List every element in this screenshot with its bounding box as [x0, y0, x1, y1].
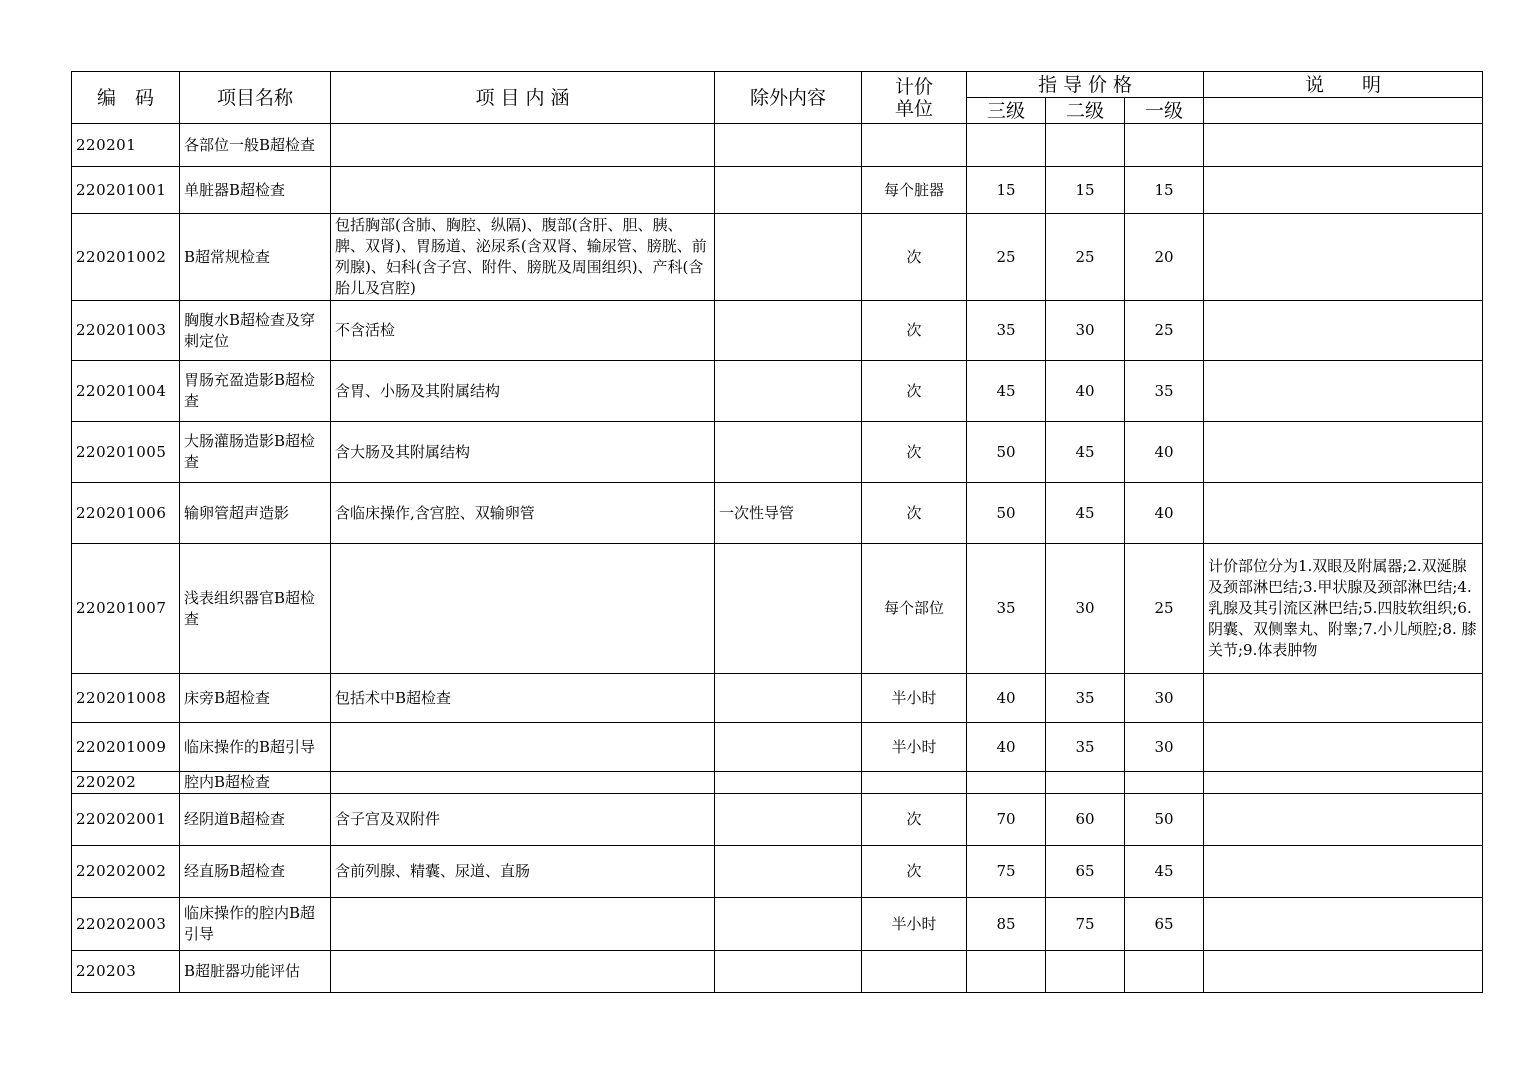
cell-price-level1: 65 [1125, 898, 1204, 951]
table-row [72, 301, 1483, 361]
cell-price-level2: 15 [1046, 167, 1125, 214]
header-note: 说 明 [1204, 72, 1483, 98]
cell-price-level1 [1125, 124, 1204, 167]
cell-content [331, 772, 715, 794]
cell-code: 220201008 [72, 674, 180, 723]
cell-price-level3: 35 [967, 544, 1046, 674]
cell-exclusion [715, 674, 862, 723]
cell-note [1204, 674, 1483, 723]
cell-price-level2 [1046, 772, 1125, 794]
cell-price-level2: 30 [1046, 544, 1125, 674]
cell-content [331, 723, 715, 772]
cell-exclusion [715, 898, 862, 951]
cell-code: 220203 [72, 951, 180, 993]
cell-unit: 每个部位 [862, 544, 967, 674]
cell-name: 浅表组织器官B超检查 [180, 544, 331, 674]
cell-price-level1: 50 [1125, 794, 1204, 846]
cell-name: 经阴道B超检查 [180, 794, 331, 846]
cell-content: 包括术中B超检查 [331, 674, 715, 723]
cell-price-level3: 50 [967, 483, 1046, 544]
cell-content: 含子宫及双附件 [331, 794, 715, 846]
cell-name: 单脏器B超检查 [180, 167, 331, 214]
cell-price-level1: 35 [1125, 361, 1204, 422]
cell-name: 胸腹水B超检查及穿刺定位 [180, 301, 331, 361]
table-row [72, 167, 1483, 214]
table-row [72, 422, 1483, 483]
cell-exclusion [715, 723, 862, 772]
cell-note [1204, 361, 1483, 422]
cell-exclusion [715, 544, 862, 674]
cell-code: 220201009 [72, 723, 180, 772]
price-table [71, 71, 1483, 993]
cell-unit [862, 124, 967, 167]
cell-name: 输卵管超声造影 [180, 483, 331, 544]
cell-price-level3 [967, 124, 1046, 167]
cell-content: 不含活检 [331, 301, 715, 361]
cell-unit: 次 [862, 846, 967, 898]
cell-price-level3 [967, 951, 1046, 993]
cell-unit: 半小时 [862, 898, 967, 951]
cell-price-level1: 25 [1125, 544, 1204, 674]
cell-unit: 半小时 [862, 674, 967, 723]
table-row [72, 544, 1483, 674]
cell-price-level1 [1125, 951, 1204, 993]
cell-name: 胃肠充盈造影B超检查 [180, 361, 331, 422]
cell-exclusion [715, 301, 862, 361]
cell-exclusion [715, 422, 862, 483]
cell-code: 220202002 [72, 846, 180, 898]
cell-price-level3: 40 [967, 674, 1046, 723]
cell-note: 计价部位分为1.双眼及附属器;2.双涎腺及颈部淋巴结;3.甲状腺及颈部淋巴结;4.乳腺及其引流区淋巴结;5.四肢软组织;6.阴囊、双侧睾丸、附睾;7.小儿颅腔;8. 膝关节;9.体表肿物 [1204, 544, 1483, 674]
cell-note [1204, 794, 1483, 846]
cell-exclusion [715, 772, 862, 794]
cell-exclusion [715, 167, 862, 214]
cell-code: 220201005 [72, 422, 180, 483]
cell-unit [862, 951, 967, 993]
cell-price-level1: 45 [1125, 846, 1204, 898]
cell-price-level2: 25 [1046, 214, 1125, 301]
header-exclusion: 除外内容 [715, 72, 862, 124]
cell-price-level3: 35 [967, 301, 1046, 361]
cell-unit: 次 [862, 301, 967, 361]
table-row [72, 723, 1483, 772]
cell-content [331, 544, 715, 674]
cell-price-level2: 30 [1046, 301, 1125, 361]
cell-code: 220202001 [72, 794, 180, 846]
cell-name: 各部位一般B超检查 [180, 124, 331, 167]
table-row [72, 794, 1483, 846]
cell-content [331, 951, 715, 993]
cell-note [1204, 167, 1483, 214]
cell-name: 临床操作的B超引导 [180, 723, 331, 772]
cell-name: B超脏器功能评估 [180, 951, 331, 993]
cell-price-level1: 30 [1125, 723, 1204, 772]
header-level3: 三级 [967, 98, 1046, 124]
cell-price-level3: 45 [967, 361, 1046, 422]
cell-price-level1: 20 [1125, 214, 1204, 301]
category-row [72, 124, 1483, 167]
cell-price-level2: 35 [1046, 723, 1125, 772]
header-level2: 二级 [1046, 98, 1125, 124]
cell-price-level2 [1046, 951, 1125, 993]
cell-note [1204, 214, 1483, 301]
header-name: 项目名称 [180, 72, 331, 124]
cell-code: 220201003 [72, 301, 180, 361]
header-level1: 一级 [1125, 98, 1204, 124]
cell-exclusion [715, 794, 862, 846]
cell-exclusion [715, 846, 862, 898]
cell-price-level2: 45 [1046, 422, 1125, 483]
cell-price-level2: 45 [1046, 483, 1125, 544]
cell-note [1204, 846, 1483, 898]
cell-unit: 次 [862, 422, 967, 483]
cell-price-level2: 75 [1046, 898, 1125, 951]
cell-unit: 次 [862, 483, 967, 544]
cell-price-level3: 70 [967, 794, 1046, 846]
cell-name: 腔内B超检查 [180, 772, 331, 794]
cell-price-level2: 65 [1046, 846, 1125, 898]
cell-price-level3: 75 [967, 846, 1046, 898]
cell-exclusion [715, 361, 862, 422]
cell-content: 含胃、小肠及其附属结构 [331, 361, 715, 422]
cell-note [1204, 124, 1483, 167]
cell-note [1204, 772, 1483, 794]
table-body [72, 124, 1483, 993]
category-row [72, 951, 1483, 993]
header-content: 项 目 内 涵 [331, 72, 715, 124]
cell-content: 含前列腺、精囊、尿道、直肠 [331, 846, 715, 898]
cell-price-level3 [967, 772, 1046, 794]
cell-exclusion [715, 951, 862, 993]
cell-content: 含大肠及其附属结构 [331, 422, 715, 483]
cell-price-level2: 40 [1046, 361, 1125, 422]
cell-code: 220201007 [72, 544, 180, 674]
cell-code: 220201 [72, 124, 180, 167]
cell-price-level1: 25 [1125, 301, 1204, 361]
category-row [72, 772, 1483, 794]
cell-content [331, 124, 715, 167]
cell-price-level3: 50 [967, 422, 1046, 483]
cell-price-level3: 85 [967, 898, 1046, 951]
cell-note [1204, 301, 1483, 361]
header-unit: 计价 单位 [862, 72, 967, 124]
cell-price-level1: 15 [1125, 167, 1204, 214]
header-note-sub [1204, 98, 1483, 124]
cell-name: 临床操作的腔内B超引导 [180, 898, 331, 951]
cell-unit: 次 [862, 794, 967, 846]
table-row [72, 898, 1483, 951]
cell-unit: 次 [862, 361, 967, 422]
cell-price-level2 [1046, 124, 1125, 167]
cell-price-level2: 35 [1046, 674, 1125, 723]
cell-note [1204, 723, 1483, 772]
cell-code: 220202003 [72, 898, 180, 951]
cell-name: 大肠灌肠造影B超检查 [180, 422, 331, 483]
cell-code: 220201001 [72, 167, 180, 214]
header-code: 编 码 [72, 72, 180, 124]
table-row [72, 674, 1483, 723]
cell-price-level3: 15 [967, 167, 1046, 214]
table-row [72, 361, 1483, 422]
cell-price-level1: 40 [1125, 483, 1204, 544]
cell-unit: 次 [862, 214, 967, 301]
cell-code: 220202 [72, 772, 180, 794]
table-row [72, 483, 1483, 544]
cell-price-level1 [1125, 772, 1204, 794]
cell-name: 经直肠B超检查 [180, 846, 331, 898]
cell-content [331, 167, 715, 214]
cell-content: 含临床操作,含宫腔、双输卵管 [331, 483, 715, 544]
cell-price-level3: 25 [967, 214, 1046, 301]
cell-unit: 半小时 [862, 723, 967, 772]
cell-code: 220201002 [72, 214, 180, 301]
header-price-group: 指 导 价 格 [967, 72, 1204, 98]
cell-note [1204, 898, 1483, 951]
table-row [72, 214, 1483, 301]
cell-price-level2: 60 [1046, 794, 1125, 846]
cell-unit: 每个脏器 [862, 167, 967, 214]
cell-content: 包括胸部(含肺、胸腔、纵隔)、腹部(含肝、胆、胰、脾、双肾)、胃肠道、泌尿系(含双肾、输尿管、膀胱、前列腺)、妇科(含子宫、附件、膀胱及周围组织)、产科(含胎儿及宫腔) [331, 214, 715, 301]
cell-name: B超常规检查 [180, 214, 331, 301]
cell-code: 220201006 [72, 483, 180, 544]
cell-name: 床旁B超检查 [180, 674, 331, 723]
cell-exclusion [715, 124, 862, 167]
cell-price-level1: 40 [1125, 422, 1204, 483]
cell-note [1204, 422, 1483, 483]
cell-exclusion [715, 214, 862, 301]
cell-content [331, 898, 715, 951]
table-row [72, 846, 1483, 898]
cell-unit [862, 772, 967, 794]
cell-code: 220201004 [72, 361, 180, 422]
cell-price-level3: 40 [967, 723, 1046, 772]
cell-note [1204, 483, 1483, 544]
cell-price-level1: 30 [1125, 674, 1204, 723]
cell-exclusion: 一次性导管 [715, 483, 862, 544]
cell-note [1204, 951, 1483, 993]
